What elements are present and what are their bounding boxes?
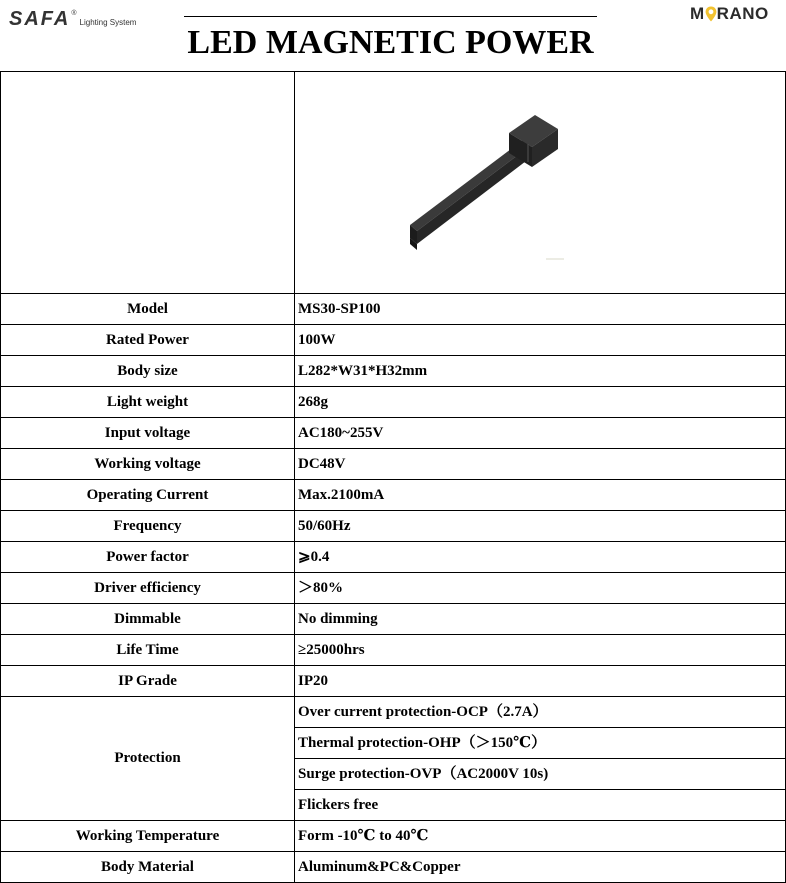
- spec-row-body-size: [1, 356, 786, 387]
- product-image: [406, 102, 576, 262]
- spec-value: Flickers free: [295, 790, 786, 821]
- spec-key: Input voltage: [1, 418, 295, 449]
- location-pin-icon: [705, 6, 717, 22]
- registered-mark: ®: [71, 10, 77, 17]
- spec-value: 100W: [295, 325, 786, 356]
- spec-row-protection: [1, 697, 786, 728]
- spec-value: MS30-SP100: [295, 294, 786, 325]
- spec-value: ≥25000hrs: [295, 635, 786, 666]
- spec-row-frequency: [1, 511, 786, 542]
- morano-suffix: RANO: [716, 4, 769, 23]
- spec-key: Model: [1, 294, 295, 325]
- spec-row-working-temperature: [1, 821, 786, 852]
- spec-key: Rated Power: [1, 325, 295, 356]
- safa-subtitle: Lighting System: [79, 18, 137, 27]
- spec-row-operating-current: [1, 480, 786, 511]
- spec-row-model: [1, 294, 786, 325]
- spec-value: Thermal protection-OHP（＞150℃）: [295, 728, 786, 759]
- spec-value: Over current protection-OCP（2.7A）: [295, 697, 786, 728]
- spec-key: Working Temperature: [1, 821, 295, 852]
- spec-table: [0, 71, 786, 883]
- spec-value: Form -10℃ to 40℃: [295, 821, 786, 852]
- title-rule: [184, 16, 597, 17]
- morano-logo: [690, 4, 769, 24]
- spec-key: Body size: [1, 356, 295, 387]
- morano-prefix: M: [690, 4, 705, 23]
- spec-value: Max.2100mA: [295, 480, 786, 511]
- spec-row-power-factor: [1, 542, 786, 573]
- spec-key: Life Time: [1, 635, 295, 666]
- spec-value: IP20: [295, 666, 786, 697]
- spec-value: Surge protection-OVP（AC2000V 10s): [295, 759, 786, 790]
- spec-value: L282*W31*H32mm: [295, 356, 786, 387]
- spec-value: ＞80%: [295, 573, 786, 604]
- spec-value: 268g: [295, 387, 786, 418]
- spec-row-driver-efficiency: [1, 573, 786, 604]
- safa-brand: SAFA: [9, 8, 71, 30]
- header: [0, 0, 786, 72]
- spec-value: 50/60Hz: [295, 511, 786, 542]
- image-row: [1, 72, 786, 294]
- spec-key: IP Grade: [1, 666, 295, 697]
- spec-row-dimmable: [1, 604, 786, 635]
- spec-key: Frequency: [1, 511, 295, 542]
- image-row-blank: [1, 72, 295, 294]
- spec-row-rated-power: [1, 325, 786, 356]
- spec-row-body-material: [1, 852, 786, 883]
- spec-row-life-time: [1, 635, 786, 666]
- spec-value: ⩾0.4: [295, 542, 786, 573]
- product-image-cell: [295, 72, 786, 294]
- spec-row-working-voltage: [1, 449, 786, 480]
- spec-row-input-voltage: [1, 418, 786, 449]
- spec-key: Working voltage: [1, 449, 295, 480]
- spec-row-light-weight: [1, 387, 786, 418]
- spec-key: Body Material: [1, 852, 295, 883]
- spec-key: Power factor: [1, 542, 295, 573]
- spec-key: Dimmable: [1, 604, 295, 635]
- spec-key: Driver efficiency: [1, 573, 295, 604]
- page-title: LED MAGNETIC POWER: [187, 24, 594, 61]
- spec-value: AC180~255V: [295, 418, 786, 449]
- safa-logo: [9, 9, 136, 29]
- spec-key: Light weight: [1, 387, 295, 418]
- spec-value: DC48V: [295, 449, 786, 480]
- spec-value: Aluminum&PC&Copper: [295, 852, 786, 883]
- spec-key: Operating Current: [1, 480, 295, 511]
- spec-row-ip-grade: [1, 666, 786, 697]
- spec-key: Protection: [1, 697, 295, 821]
- spec-value: No dimming: [295, 604, 786, 635]
